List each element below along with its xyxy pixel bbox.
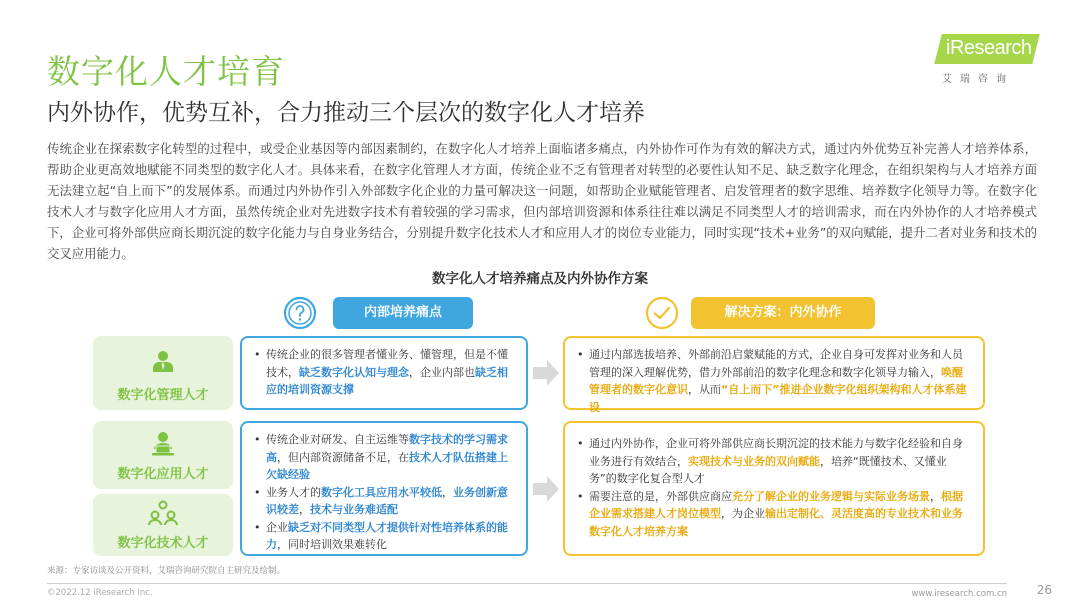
highlight: 缺乏相应的培训资源支撑: [266, 365, 508, 396]
text-run: ，: [442, 485, 453, 499]
manager-icon: [150, 350, 176, 374]
text-run: ，: [299, 503, 310, 516]
bullet-dot: •: [254, 520, 261, 534]
pain-bullet: [254, 519, 516, 554]
pain-bullet: [254, 346, 516, 399]
bullet-dot: •: [577, 489, 584, 503]
page-subtitle: 内外协作，优势互补，合力推动三个层次的数字化人才培养: [47, 100, 645, 126]
pain-points-header: 内部培养痛点: [333, 297, 473, 329]
team-icon: [148, 500, 178, 526]
pain-text: [266, 431, 516, 484]
page-number: 26: [1036, 583, 1052, 597]
text-run: 需要注意的是，外部供应商应: [589, 489, 732, 503]
highlight: 业务创新意识较差: [266, 485, 508, 516]
solution-bullet: [577, 488, 973, 541]
bullet-dot: •: [577, 348, 584, 361]
question-bubble-icon: [283, 296, 317, 330]
highlight: 根据企业需求搭建人才岗位模型: [589, 489, 963, 520]
role-card-technology: [93, 494, 233, 556]
arrow-right-icon: [533, 475, 559, 503]
solution-text: [589, 346, 973, 416]
iresearch-logo: [938, 34, 1038, 84]
solution-text: [589, 435, 973, 488]
logo-text: iResearch: [946, 37, 1032, 59]
arrow-right-icon: [533, 359, 559, 387]
highlight: 唤醒管理者的数字化意识: [589, 365, 963, 396]
role-label-technology: 数字化技术人才: [117, 536, 209, 551]
pain-bullet: [254, 431, 516, 484]
pain-text: [266, 346, 516, 399]
bullet-dot: •: [254, 433, 261, 446]
text-run: 传统企业对研发、自主运维等: [266, 433, 409, 446]
solution-box-app-tech: [563, 421, 985, 556]
bullet-dot: •: [254, 485, 261, 499]
highlight: 缺乏数字化认知与理念: [299, 365, 409, 379]
check-circle-icon: [645, 296, 679, 330]
highlight: 数字化工具应用水平较低: [321, 485, 442, 499]
footer-divider: [47, 583, 1007, 584]
role-label-application: 数字化应用人才: [117, 467, 209, 482]
highlight: 技术人才队伍搭建上欠缺经验: [266, 450, 508, 481]
text-run: 业务人才的: [266, 485, 321, 499]
text-run: ，: [930, 489, 941, 503]
text-run: ，但内部资源储备不足，在: [277, 450, 409, 464]
pain-text: [266, 484, 516, 519]
solution-header: 解决方案：内外协作: [691, 297, 875, 329]
text-run: ，培养“既懂技术、又懂业务”的数字化复合型人才: [589, 454, 947, 485]
text-run: ，为企业: [721, 507, 765, 520]
intro-paragraph: 传统企业在探索数字化转型的过程中，或受企业基因等内部因素制约，在数字化人才培养上面临诸多痛点，内外协作可作为有效的解决方式，通过内外优势互补完善人才培养体系，帮助企业更高效地赋能不同类型的数字化人才。具体来看，在数字化管理人才方面，传统企业不乏有管理者对转型的必要性认知不足、缺乏数字化理念，在组织架构与人才培养方面无法建立起“自上而下”的发展体系。而通过内外协作引入外部数字化企业的力量可解决这一问题，如帮助企业赋能管理者、启发管理者的数字思维、培养数字化领导力等。在数字化技术人才与数字化应用人才方面，虽然传统企业对先进数字技术有着较强的学习需求，但内部培训资源和体系往往难以满足不同类型人才的培训需求，而在内外协作的人才培养模式下，企业可将外部供应商长期沉淀的数字化能力与自身业务结合，分别提升数字化技术人才和应用人才的岗位专业能力，同时实现“技术+业务”的双向赋能，提升二者对业务和技术的交叉应用能力。: [47, 141, 1037, 261]
page-title: 数字化人才培育: [47, 52, 285, 91]
text-run: 企业: [266, 520, 288, 534]
laptop-user-icon: [149, 431, 177, 457]
text-run: ，企业内部也: [409, 365, 475, 379]
role-card-application: [93, 421, 233, 489]
pain-box-management: [240, 336, 528, 410]
highlight: 输出定制化、灵活度高的专业技术和业务数字化人才培养方案: [589, 507, 963, 538]
text-run: 通过内外协作，企业可将外部供应商长期沉淀的技术能力与数字化经验和自身业务进行有效结合，: [589, 437, 963, 468]
highlight: 充分了解企业的业务逻辑与实际业务场景: [732, 489, 930, 503]
pain-box-app-tech: [240, 421, 528, 556]
highlight: 缺乏对不同类型人才提供针对性培养体系的能力: [266, 520, 508, 551]
text-run: 通过内部选拔培养、外部前沿启蒙赋能的方式，企业自身可发挥对业务和人员管理的深入理解优势，借力外部前沿的数字化理念和数字化领导力输入，: [589, 348, 963, 379]
pain-text: [266, 519, 516, 554]
diagram-title: 数字化人才培养痛点及内外协作方案: [432, 271, 648, 287]
highlight: 实现技术与业务的双向赋能: [688, 454, 820, 468]
highlight: 技术与业务难适配: [310, 503, 398, 516]
highlight: 数字技术的学习需求高: [266, 433, 508, 464]
text-run: ，同时培训效果难转化: [277, 538, 387, 551]
logo-subtext: 艾瑞咨询: [942, 74, 1014, 85]
highlight: “自上而下”推进企业数字化组织架构和人才体系建设: [589, 383, 967, 414]
copyright: ©2022.12 iResearch Inc.: [47, 588, 153, 598]
solution-box-management: [563, 336, 985, 414]
source-note: 来源：专家访谈及公开资料，艾瑞咨询研究院自主研究及绘制。: [47, 566, 286, 576]
role-card-management: [93, 336, 233, 410]
pain-bullet: [254, 484, 516, 519]
solution-text: [589, 488, 973, 541]
website-link[interactable]: www.iresearch.com.cn: [911, 589, 1007, 599]
text-run: ，从而: [688, 383, 721, 396]
solution-bullet: [577, 346, 973, 416]
bullet-dot: •: [577, 437, 584, 450]
solution-bullet: [577, 435, 973, 488]
role-label-management: 数字化管理人才: [117, 388, 209, 403]
bullet-dot: •: [254, 348, 261, 361]
text-run: 传统企业的很多管理者懂业务、懂管理，但是不懂技术，: [266, 348, 508, 379]
